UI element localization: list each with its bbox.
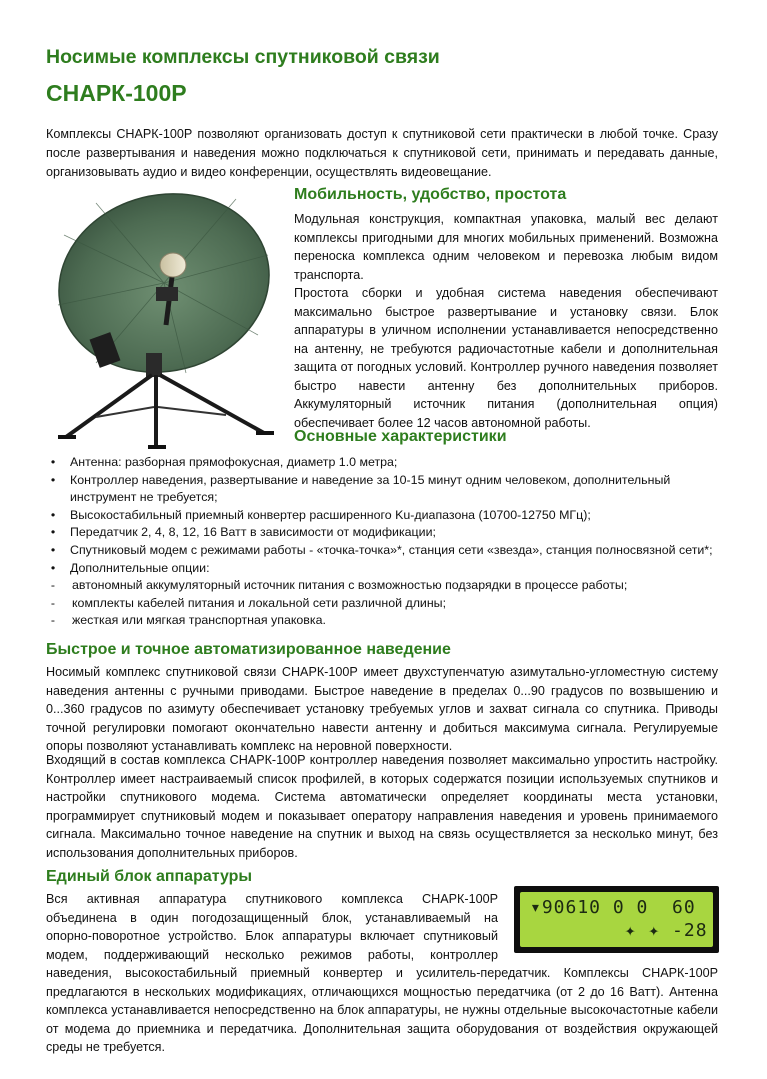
list-item-text: Контроллер наведения, развертывание и наведение за 10-15 минут одним человеком, дополнительный инструмент не требуется; xyxy=(70,472,671,505)
list-item xyxy=(46,507,726,525)
bullet-marker: • xyxy=(50,560,56,575)
list-item-text: комплекты кабелей питания и локальной сети различной длины; xyxy=(72,595,447,610)
dash-marker: - xyxy=(50,578,56,593)
unit-line: Вся активная аппаратура спутникового комплекса СНАРК-100Р xyxy=(46,892,498,906)
mobility-paragraph-1: Модульная конструкция, компактная упаковка, малый вес делают комплексы пригодными для многих мобильных применений. Возможна переноска комплекса одним человеком и перевозка любым видом транспорта. xyxy=(294,212,718,282)
lcd-row-1: ▾90610 0 0 60 xyxy=(530,897,696,918)
document-title: Носимые комплексы спутниковой связи xyxy=(46,46,440,68)
unit-line: объединена в один погодозащищенный блок, устанавливаемый на xyxy=(46,910,498,925)
lcd-row-2: ✦ ✦ -28 xyxy=(530,920,708,941)
list-item xyxy=(46,524,726,542)
specs-list xyxy=(46,454,726,630)
list-item-text: Передатчик 2, 4, 8, 12, 16 Ватт в зависимости от модификации; xyxy=(70,525,436,540)
list-item-text: Дополнительные опции: xyxy=(70,560,210,575)
list-item-option xyxy=(46,612,726,630)
section-heading-mobility: Мобильность, удобство, простота xyxy=(294,186,567,203)
list-item xyxy=(46,560,726,578)
product-name: СНАРК-100Р xyxy=(46,80,187,106)
pointing-paragraph-1: Носимый комплекс спутниковой связи СНАРК-100Р имеет двухступенчатую азимутально-угломестную систему наведения антенны с ручными приводами. Быстрое наведение в пределах 0...90 градусов по возвышению и 0...360 градусов по азимуту обеспечивает установку требуемых углов и захват сигнала со спутника. Приводы точной регулировки помогают окончательно навести антенну и добиться максимума сигнала. Регулируемые опоры позволяют устанавливать комплекс на неровной поверхности. xyxy=(46,665,718,753)
intro-paragraph: Комплексы СНАРК-100Р позволяют организовать доступ к спутниковой сети практически в любой точке. Сразу после развертывания и наведения можно подключаться к спутниковой сети, принимать и передавать данные, организовывать аудио и видео конференции, осуществлять видеовещание. xyxy=(46,127,718,179)
list-item-text: автономный аккумуляторный источник питания с возможностью подзарядки в процессе работы; xyxy=(72,578,628,593)
list-item xyxy=(46,472,726,507)
unit-rest: наведения, высокостабильный приемный конвертер и усилитель-передатчик. Комплексы СНАРК-100Р предлагаются в нескольких модификациях, отличающихся мощностью передатчика (от 2 до 16 Ватт). Антенна комплекса устанавливается непосредственно на блок аппаратуры, не нужны отдельные высокочастотные кабели от модема до приемника и передатчика. Дополнительная защита оборудования от воздействия окружающей среды не требуется. xyxy=(46,966,718,1054)
list-item xyxy=(46,542,726,560)
list-item-text: Высокостабильный приемный конвертер расширенного Ku-диапазона (10700-12750 МГц); xyxy=(70,507,591,522)
dash-marker: - xyxy=(50,595,56,610)
unit-line: модем, поддерживающий несколько режимов работы, контроллер xyxy=(46,947,498,962)
bullet-marker: • xyxy=(50,525,56,540)
bullet-marker: • xyxy=(50,542,56,557)
section-heading-unit: Единый блок аппаратуры xyxy=(46,868,253,885)
bullet-marker: • xyxy=(50,507,56,522)
list-item-text: Антенна: разборная прямофокусная, диаметр 1.0 метра; xyxy=(70,455,398,469)
section-heading-pointing: Быстрое и точное автоматизированное наведение xyxy=(46,641,451,658)
bullet-marker: • xyxy=(50,472,56,487)
pointing-paragraph-2: Входящий в состав комплекса СНАРК-100Р контроллер наведения позволяет максимально упростить настройку. Контроллер имеет настраиваемый список профилей, в которых содержатся позиции используемых спутников и настройки спутникового модема. Система автоматически определяет координаты места установки, программирует спутниковый модем и показывает оператору направления наведения и уровень принимаемого сигнала. Максимально точное наведение на спутник и выход на связь осуществляется за несколько минут, без использования дополнительных приборов. xyxy=(46,753,718,860)
controller-lcd-display xyxy=(514,886,719,953)
list-item-option xyxy=(46,595,726,613)
list-item xyxy=(46,454,726,472)
antenna-image xyxy=(36,185,286,453)
lcd-screen xyxy=(520,892,713,947)
dash-marker: - xyxy=(50,613,56,628)
unit-line: опорно-поворотное устройство. Блок аппаратуры включает спутниковый xyxy=(46,929,498,943)
list-item-text: жесткая или мягкая транспортная упаковка. xyxy=(72,613,326,628)
bullet-marker: • xyxy=(50,455,56,469)
mobility-paragraph-2: Простота сборки и удобная система наведения обеспечивают максимально быстрое развертывание и установку связи. Блок аппаратуры в уличном исполнении устанавливается непосредственно на антенну, не требуются радиочастотные кабели и дополнительная защита от погодных условий. Контроллер ручного наведения позволяет быстро навести антенну без дополнительных приборов. Аккумуляторный источник питания (дополнительная опция) обеспечивает более 12 часов автономной работы. xyxy=(294,286,718,430)
list-item-text: Спутниковый модем с режимами работы - «точка-точка»*, станция сети «звезда», станция полносвязной сети*; xyxy=(70,542,713,557)
list-item-option xyxy=(46,577,726,595)
section-heading-specs: Основные характеристики xyxy=(294,428,507,445)
